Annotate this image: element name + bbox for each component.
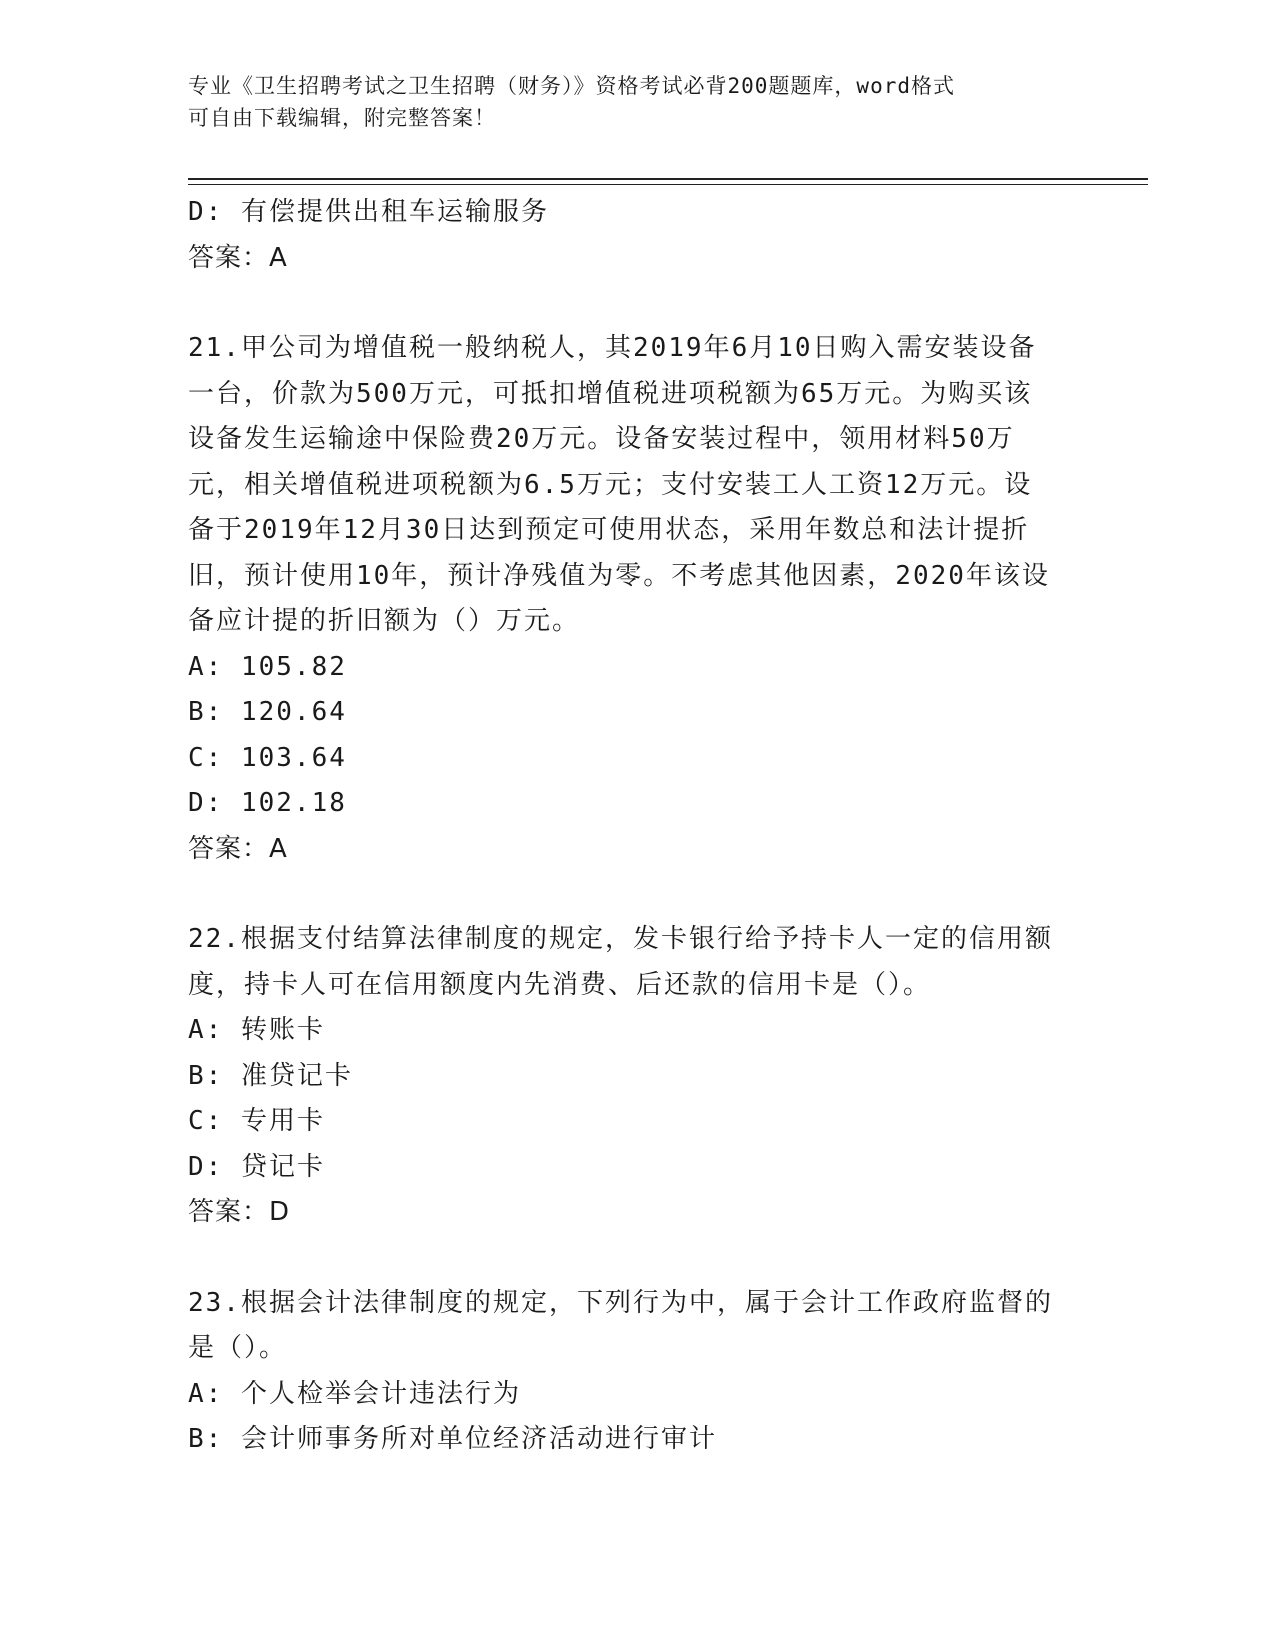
option-b: B: 准贷记卡: [188, 1060, 353, 1091]
header-divider-thick: [188, 178, 1148, 180]
question-stem-line: 度，持卡人可在信用额度内先消费、后还款的信用卡是（）。: [188, 969, 932, 1000]
option-b: B: 会计师事务所对单位经济活动进行审计: [188, 1424, 717, 1454]
previous-question-tail: [188, 190, 1088, 281]
question-stem-line: 备应计提的折旧额为（）万元。: [188, 606, 581, 636]
answer: 答案：A: [188, 242, 288, 273]
option-d: D: 有偿提供出租车运输服务: [188, 197, 549, 227]
document-header: [188, 70, 1088, 134]
question-stem-line: 旧，预计使用10年，预计净残值为零。不考虑其他因素，2020年该设: [188, 560, 1050, 591]
spacer: [188, 872, 1088, 917]
question-stem-line: 22.根据支付结算法律制度的规定，发卡银行给予持卡人一定的信用额: [188, 924, 1053, 954]
option-c: C: 103.64: [188, 742, 347, 773]
option-d: D: 贷记卡: [188, 1151, 325, 1182]
option-a: A: 105.82: [188, 651, 347, 682]
question-stem-line: 是（）。: [188, 1333, 288, 1363]
header-line-1: 专业《卫生招聘考试之卫生招聘（财务）》资格考试必背200题题库，word格式: [188, 74, 955, 98]
option-b: B: 120.64: [188, 697, 347, 727]
spacer: [188, 281, 1088, 326]
question-stem-line: 21.甲公司为增值税一般纳税人，其2019年6月10日购入需安装设备: [188, 333, 1037, 363]
option-d: D: 102.18: [188, 788, 347, 818]
header-line-2: 可自由下载编辑，附完整答案！: [188, 106, 496, 130]
answer: 答案：D: [188, 1197, 291, 1227]
header-divider-thin: [188, 184, 1148, 185]
answer: 答案：A: [188, 833, 288, 864]
option-a: A: 转账卡: [188, 1015, 325, 1045]
option-a: A: 个人检举会计违法行为: [188, 1378, 521, 1409]
question-stem-line: 一台，价款为500万元，可抵扣增值税进项税额为65万元。为购买该: [188, 378, 1033, 409]
question-stem-line: 元，相关增值税进项税额为6.5万元；支付安装工人工资12万元。设: [188, 469, 1033, 500]
spacer: [188, 1236, 1088, 1281]
question-stem-line: 备于2019年12月30日达到预定可使用状态，采用年数总和法计提折: [188, 515, 1030, 545]
document-body: [188, 190, 1088, 1463]
question-23: [188, 1281, 1088, 1463]
option-c: C: 专用卡: [188, 1106, 325, 1136]
question-stem-line: 设备发生运输途中保险费20万元。设备安装过程中，领用材料50万: [188, 424, 1015, 454]
question-22: [188, 917, 1088, 1236]
question-stem-line: 23.根据会计法律制度的规定，下列行为中，属于会计工作政府监督的: [188, 1287, 1053, 1318]
question-21: [188, 326, 1088, 872]
